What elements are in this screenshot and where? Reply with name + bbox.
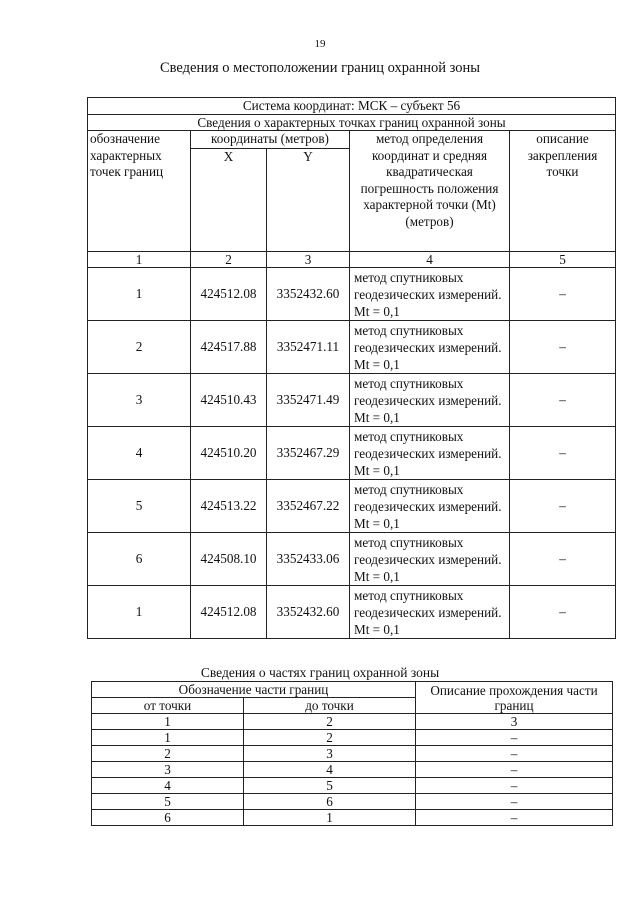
y-cell: 3352467.29 <box>267 427 350 480</box>
coord-subtitle-row <box>88 114 616 131</box>
table-row <box>88 586 616 639</box>
col-number: 5 <box>510 251 616 268</box>
table-row <box>88 533 616 586</box>
y-cell: 3352432.60 <box>267 268 350 321</box>
header-method: метод определения координат и средняя квадратическая погрешность положения характерной точки (Mt) (метров) <box>350 131 510 252</box>
desc-cell: – <box>416 810 613 826</box>
y-cell: 3352467.22 <box>267 480 350 533</box>
desc-cell: – <box>416 778 613 794</box>
desc-cell: – <box>416 746 613 762</box>
col-number: 2 <box>191 251 267 268</box>
header-row <box>88 131 616 149</box>
point-cell: 4 <box>88 427 191 480</box>
y-cell: 3352471.49 <box>267 374 350 427</box>
header-y: Y <box>267 148 350 251</box>
parts-header-row <box>92 682 613 698</box>
from-cell: 3 <box>92 762 244 778</box>
from-cell: 1 <box>92 730 244 746</box>
to-cell: 6 <box>244 794 416 810</box>
y-cell: 3352433.06 <box>267 533 350 586</box>
point-cell: 1 <box>88 586 191 639</box>
header-description: Описание прохождения части границ <box>416 682 613 714</box>
desc-cell: – <box>510 427 616 480</box>
header-from: от точки <box>92 698 244 714</box>
parts-table <box>91 681 613 826</box>
to-cell: 4 <box>244 762 416 778</box>
point-cell: 3 <box>88 374 191 427</box>
to-cell: 3 <box>244 746 416 762</box>
x-cell: 424512.08 <box>191 586 267 639</box>
from-cell: 4 <box>92 778 244 794</box>
header-x: X <box>191 148 267 251</box>
desc-cell: – <box>510 268 616 321</box>
header-designation: Обозначение части границ <box>92 682 416 698</box>
coord-subtitle: Сведения о характерных точках границ охранной зоны <box>88 114 616 131</box>
method-cell: метод спутниковых геодезических измерений. Mt = 0,1 <box>350 374 510 427</box>
desc-cell: – <box>416 762 613 778</box>
desc-cell: – <box>510 480 616 533</box>
header-desc: описание закрепления точки <box>510 131 616 252</box>
x-cell: 424510.20 <box>191 427 267 480</box>
table-row <box>92 794 613 810</box>
point-cell: 5 <box>88 480 191 533</box>
method-cell: метод спутниковых геодезических измерений. Mt = 0,1 <box>350 480 510 533</box>
point-cell: 2 <box>88 321 191 374</box>
table-row <box>88 321 616 374</box>
col-number: 1 <box>88 251 191 268</box>
header-coords: координаты (метров) <box>191 131 350 149</box>
x-cell: 424508.10 <box>191 533 267 586</box>
col-number: 4 <box>350 251 510 268</box>
coordinates-table <box>87 97 616 639</box>
table-row <box>92 762 613 778</box>
parts-column-numbers-row <box>92 714 613 730</box>
to-cell: 2 <box>244 730 416 746</box>
from-cell: 5 <box>92 794 244 810</box>
table-row <box>88 374 616 427</box>
y-cell: 3352471.11 <box>267 321 350 374</box>
table-row <box>88 427 616 480</box>
to-cell: 5 <box>244 778 416 794</box>
desc-cell: – <box>416 794 613 810</box>
table-row <box>88 268 616 321</box>
table-row <box>88 480 616 533</box>
method-cell: метод спутниковых геодезических измерений. Mt = 0,1 <box>350 268 510 321</box>
col-number: 3 <box>416 714 613 730</box>
header-point: обозначение характерных точек границ <box>88 131 191 252</box>
col-number: 2 <box>244 714 416 730</box>
coord-system-row <box>88 98 616 115</box>
header-to: до точки <box>244 698 416 714</box>
col-number: 1 <box>92 714 244 730</box>
page-number: 19 <box>314 38 326 50</box>
table-row <box>92 746 613 762</box>
page-title: Сведения о местоположении границ охранной зоны <box>159 60 480 76</box>
table-row <box>92 730 613 746</box>
from-cell: 6 <box>92 810 244 826</box>
col-number: 3 <box>267 251 350 268</box>
parts-title: Сведения о частях границ охранной зоны <box>200 665 440 680</box>
desc-cell: – <box>510 533 616 586</box>
table-row <box>92 778 613 794</box>
desc-cell: – <box>510 586 616 639</box>
x-cell: 424513.22 <box>191 480 267 533</box>
method-cell: метод спутниковых геодезических измерений. Mt = 0,1 <box>350 321 510 374</box>
column-numbers-row <box>88 251 616 268</box>
desc-cell: – <box>416 730 613 746</box>
x-cell: 424517.88 <box>191 321 267 374</box>
point-cell: 1 <box>88 268 191 321</box>
from-cell: 2 <box>92 746 244 762</box>
x-cell: 424512.08 <box>191 268 267 321</box>
table-row <box>92 810 613 826</box>
method-cell: метод спутниковых геодезических измерений. Mt = 0,1 <box>350 586 510 639</box>
desc-cell: – <box>510 321 616 374</box>
x-cell: 424510.43 <box>191 374 267 427</box>
desc-cell: – <box>510 374 616 427</box>
coord-system: Система координат: МСК – субъект 56 <box>88 98 616 115</box>
method-cell: метод спутниковых геодезических измерений. Mt = 0,1 <box>350 533 510 586</box>
to-cell: 1 <box>244 810 416 826</box>
method-cell: метод спутниковых геодезических измерений. Mt = 0,1 <box>350 427 510 480</box>
y-cell: 3352432.60 <box>267 586 350 639</box>
point-cell: 6 <box>88 533 191 586</box>
